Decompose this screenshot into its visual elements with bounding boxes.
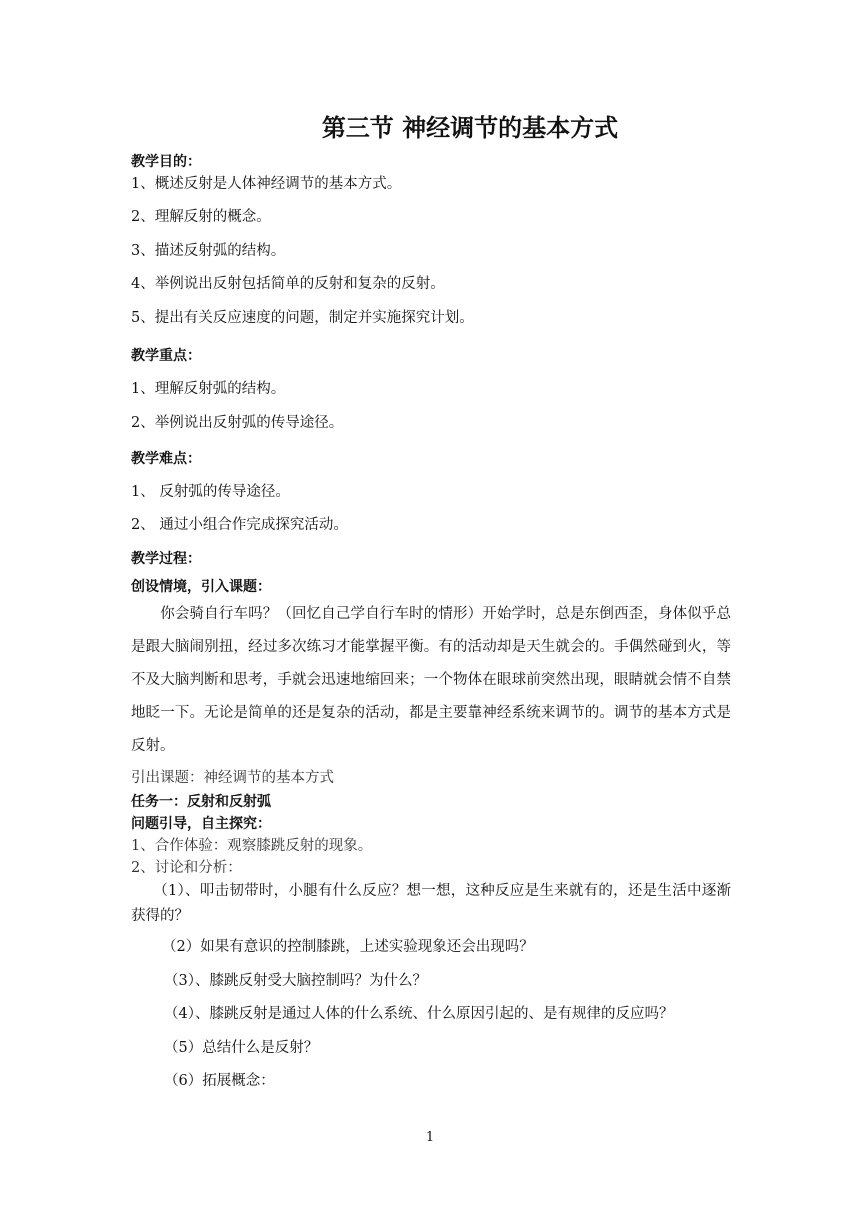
intro-heading: 创设情境，引入课题： <box>131 579 271 595</box>
page-title: 第三节 神经调节的基本方式 <box>321 114 619 142</box>
objective-item: 4、举例说出反射包括简单的反射和复杂的反射。 <box>131 276 445 292</box>
question-item: （1）、叩击韧带时，小腿有什么反应？想一想，这种反应是生来就有的，还是生活中逐渐获得的？ <box>131 883 731 924</box>
difficulty-item: 1、 反射弧的传导途径。 <box>131 484 290 500</box>
key-point-item: 1、理解反射弧的结构。 <box>131 381 286 397</box>
process-heading: 教学过程： <box>131 551 201 567</box>
question-item: （3）、膝跳反射受大脑控制吗？为什么？ <box>164 973 427 989</box>
step-item: 1、合作体验：观察膝跳反射的现象。 <box>131 838 373 854</box>
objective-item: 1、概述反射是人体神经调节的基本方式。 <box>131 176 402 192</box>
key-points-heading: 教学重点： <box>131 348 201 364</box>
step-item: 2、讨论和分析： <box>131 860 242 876</box>
task-heading: 任务一：反射和反射弧 <box>131 794 271 810</box>
question-item: （2）如果有意识的控制膝跳，上述实验现象还会出现吗？ <box>162 939 534 955</box>
intro-paragraph: 你会骑自行车吗？（回忆自己学自行车时的情形）开始学时，总是东倒西歪，身体似乎总是跟大脑闹别扭，经过多次练习才能掌握平衡。有的活动却是天生就会的。手偶然碰到火，等不及大脑判断和思考，手就会迅速地缩回来；一个物体在眼球前突然出现，眼睛就会情不自禁地眨一下。无论是简单的还是复杂的活动，都是主要靠神经系统来调节的。调节的基本方式是反射。 <box>131 606 731 754</box>
guide-heading: 问题引导，自主探究： <box>131 816 271 832</box>
objective-item: 3、描述反射弧的结构。 <box>131 243 286 259</box>
objectives-heading: 教学目的： <box>131 154 201 170</box>
topic-line: 引出课题：神经调节的基本方式 <box>131 770 334 786</box>
key-point-item: 2、举例说出反射弧的传导途径。 <box>131 415 344 431</box>
difficulties-heading: 教学难点： <box>131 451 201 467</box>
objective-item: 5、提出有关反应速度的问题，制定并实施探究计划。 <box>131 310 474 326</box>
page-number: 1 <box>425 1130 435 1145</box>
question-item: （6）拓展概念： <box>164 1073 275 1089</box>
objective-item: 2、理解反射的概念。 <box>131 209 271 225</box>
difficulty-item: 2、 通过小组合作完成探究活动。 <box>131 517 348 533</box>
question-item: （4）、膝跳反射是通过人体的什么系统、什么原因引起的、是有规律的反应吗？ <box>164 1006 674 1022</box>
question-item: （5）总结什么是反射？ <box>164 1040 319 1056</box>
